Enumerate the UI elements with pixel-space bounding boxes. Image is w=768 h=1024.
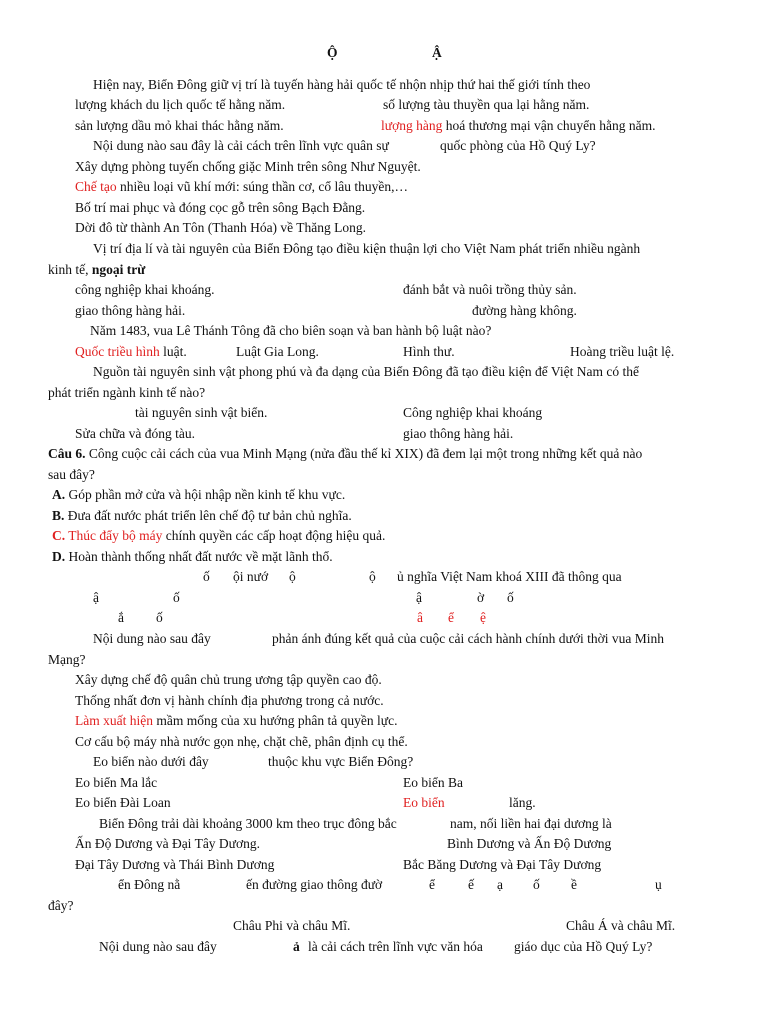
q1-option-d-highlight: lượng hàng xyxy=(381,118,443,133)
q4-option-a-highlight: Quốc triều hình xyxy=(75,344,160,359)
q4-option-b: Luật Gia Long. xyxy=(236,344,319,359)
q6-option-b-text: Đưa đất nước phát triển lên chế độ tư bản chủ nghĩa. xyxy=(64,508,352,523)
q2-option-b-text: nhiều loại vũ khí mới: súng thần cơ, cổ lâu thuyền,… xyxy=(116,179,408,194)
q6-option-c xyxy=(52,528,385,544)
title-glyph-2: Ậ xyxy=(432,45,442,60)
q2-stem-a: Nội dung nào sau đây là cải cách trên lĩnh vực quân sự xyxy=(93,138,389,153)
q9-stem-b: thuộc khu vực Biển Đông? xyxy=(268,754,414,769)
q1-option-c: sản lượng dầu mỏ khai thác hằng năm. xyxy=(75,118,284,133)
q7-row3-fragment-3: â xyxy=(417,610,423,625)
q5-stem-line2: phát triển ngành kinh tế nào? xyxy=(48,385,206,400)
q6-option-a xyxy=(52,487,345,503)
q7-fragment-2: ội nướ xyxy=(233,569,269,584)
q10-option-c: Đại Tây Dương và Thái Bình Dương xyxy=(75,857,275,872)
q5-option-d: giao thông hàng hải. xyxy=(403,426,514,441)
q3-except-keyword: ngoại trừ xyxy=(91,262,146,277)
q4-option-a xyxy=(75,344,187,360)
q6-option-c-highlight: Thúc đẩy bộ máy xyxy=(65,528,163,543)
q11-option-b: Châu Á và châu Mĩ. xyxy=(566,918,676,933)
q11-fragment-6: ố xyxy=(533,877,540,892)
q9-option-d-text: lăng. xyxy=(509,795,536,810)
q6-stem-line2: sau đây? xyxy=(48,467,95,482)
q10-option-b: Bình Dương và Ấn Độ Dương xyxy=(447,836,612,851)
q11-fragment-4: ế xyxy=(468,877,474,892)
q7-row2-fragment-2: ố xyxy=(173,590,180,605)
q6-label: Câu 6. xyxy=(48,446,86,461)
q1-option-d xyxy=(381,118,655,134)
q5-option-b: Công nghiệp khai khoáng xyxy=(403,405,543,420)
q3-option-b: đánh bắt và nuôi trồng thủy sản. xyxy=(403,282,577,297)
q3-stem-line2-text: kinh tế, xyxy=(48,262,92,277)
q9-option-d-highlight: Eo biển xyxy=(403,795,445,810)
q8-option-d: Cơ cấu bộ máy nhà nước gọn nhẹ, chặt chẽ, phân định cụ thể. xyxy=(75,734,408,749)
q11-fragment-1: ển Đông nằ xyxy=(118,877,181,892)
q5-stem: Nguồn tài nguyên sinh vật phong phú và đa dạng của Biển Đông đã tạo điều kiện để Việt Nam có thể xyxy=(93,364,639,379)
q12-stem-bold-fragment: ả xyxy=(293,939,300,954)
q10-stem-b: nam, nối liền hai đại dương là xyxy=(450,816,612,831)
q12-stem-c: là cải cách trên lĩnh vực văn hóa xyxy=(308,939,483,954)
q9-option-b: Eo biển Ba xyxy=(403,775,463,790)
q3-option-a: công nghiệp khai khoáng. xyxy=(75,282,215,297)
q7-row3-fragment-2: ố xyxy=(156,610,163,625)
q10-option-a: Ấn Độ Dương và Đại Tây Dương. xyxy=(75,836,261,851)
q7-fragment-5: ủ nghĩa Việt Nam khoá XIII đã thông qua xyxy=(397,569,622,584)
q2-option-c: Bố trí mai phục và đóng cọc gỗ trên sông Bạch Đằng. xyxy=(75,200,366,215)
q6-option-d-text: Hoàn thành thống nhất đất nước về mặt lãnh thổ. xyxy=(65,549,333,564)
q7-fragment-3: ộ xyxy=(289,569,296,584)
q3-stem: Vị trí địa lí và tài nguyên của Biển Đông tạo điều kiện thuận lợi cho Việt Nam phát triển nhiều ngành xyxy=(93,241,641,256)
q8-stem-b: phản ánh đúng kết quả của cuộc cải cách hành chính dưới thời vua Minh xyxy=(272,631,664,646)
q2-option-b xyxy=(75,179,408,195)
q3-stem-line2 xyxy=(48,262,145,278)
q4-option-a-text: luật. xyxy=(159,344,187,359)
q11-fragment-2: ến đường giao thông đườ xyxy=(246,877,383,892)
q8-option-c xyxy=(75,713,397,729)
q11-fragment-3: ể xyxy=(429,877,435,892)
q9-stem-a: Eo biển nào dưới đây xyxy=(93,754,209,769)
q2-option-a: Xây dựng phòng tuyến chống giặc Minh trên sông Như Nguyệt. xyxy=(75,159,421,174)
q7-fragment-4: ộ xyxy=(369,569,376,584)
q6-option-d-key: D. xyxy=(52,549,66,564)
q4-stem: Năm 1483, vua Lê Thánh Tông đã cho biên soạn và ban hành bộ luật nào? xyxy=(90,323,492,338)
q11-fragment-5: ạ xyxy=(497,877,503,892)
q1-stem: Hiện nay, Biển Đông giữ vị trí là tuyến hàng hải quốc tế nhộn nhịp thứ hai thế giới tính theo xyxy=(93,77,591,92)
q8-option-b: Thống nhất đơn vị hành chính địa phương trong cả nước. xyxy=(75,693,384,708)
q8-stem-a: Nội dung nào sau đây xyxy=(93,631,211,646)
q4-option-d: Hoàng triều luật lệ. xyxy=(570,344,675,359)
q6-option-a-text: Góp phần mở cửa và hội nhập nền kinh tế khu vực. xyxy=(65,487,346,502)
q11-stem-line2: đây? xyxy=(48,898,74,913)
q8-option-a: Xây dựng chế độ quân chủ trung ương tập quyền cao độ. xyxy=(75,672,382,687)
q6-option-a-key: A. xyxy=(52,487,66,502)
q11-option-a: Châu Phi và châu Mĩ. xyxy=(233,918,351,933)
q7-row2-fragment-5: ố xyxy=(507,590,514,605)
q2-option-d: Dời đô từ thành An Tôn (Thanh Hóa) về Thăng Long. xyxy=(75,220,367,235)
q3-option-d: đường hàng không. xyxy=(472,303,577,318)
q7-row2-fragment-4: ờ xyxy=(477,590,485,605)
q7-row3-fragment-4: ể xyxy=(448,610,454,625)
q2-stem-b: quốc phòng của Hồ Quý Ly? xyxy=(440,138,596,153)
q6-option-b xyxy=(52,508,352,524)
q7-row2-fragment-3: ậ xyxy=(416,590,422,605)
q10-option-d: Bắc Băng Dương và Đại Tây Dương xyxy=(403,857,602,872)
q6-option-c-text: chính quyền các cấp hoạt động hiệu quả. xyxy=(162,528,386,543)
q6-option-c-key: C. xyxy=(52,528,66,543)
q9-option-c: Eo biển Đài Loan xyxy=(75,795,171,810)
q2-option-b-highlight: Chế tạo xyxy=(75,179,117,194)
q11-fragment-7: ề xyxy=(571,877,577,892)
q8-stem-line2: Mạng? xyxy=(48,652,86,667)
q11-fragment-8: ụ xyxy=(655,877,662,892)
q8-option-c-text: mầm mống của xu hướng phân tả quyền lực. xyxy=(152,713,398,728)
q7-row3-fragment-1: ắ xyxy=(118,610,124,625)
q3-option-c: giao thông hàng hải. xyxy=(75,303,186,318)
q1-option-b: số lượng tàu thuyền qua lại hằng năm. xyxy=(383,97,590,112)
q5-option-c: Sửa chữa và đóng tàu. xyxy=(75,426,195,441)
q12-stem-a: Nội dung nào sau đây xyxy=(99,939,217,954)
q6-option-d xyxy=(52,549,333,565)
q6-stem xyxy=(48,446,642,462)
q7-row2-fragment-1: ậ xyxy=(93,590,99,605)
q6-stem-text: Công cuộc cải cách của vua Minh Mạng (nửa đầu thế kỉ XIX) đã đem lại một trong những kết quả nào xyxy=(85,446,643,461)
q1-option-a: lượng khách du lịch quốc tế hằng năm. xyxy=(75,97,286,112)
q9-option-a: Eo biển Ma lắc xyxy=(75,775,158,790)
q5-option-a: tài nguyên sinh vật biển. xyxy=(135,405,268,420)
q7-fragment-1: ố xyxy=(203,569,210,584)
title-glyph-1: Ộ xyxy=(327,45,338,60)
q12-stem-d: giáo dục của Hồ Quý Ly? xyxy=(514,939,653,954)
q1-option-d-text: hoá thương mại vận chuyển hằng năm. xyxy=(442,118,656,133)
q4-option-c: Hình thư. xyxy=(403,344,455,359)
q10-stem-a: Biển Đông trải dài khoảng 3000 km theo trục đông bắc xyxy=(99,816,397,831)
q7-row3-fragment-5: ệ xyxy=(480,610,486,625)
q8-option-c-highlight: Làm xuất hiện xyxy=(75,713,153,728)
q6-option-b-key: B. xyxy=(52,508,65,523)
